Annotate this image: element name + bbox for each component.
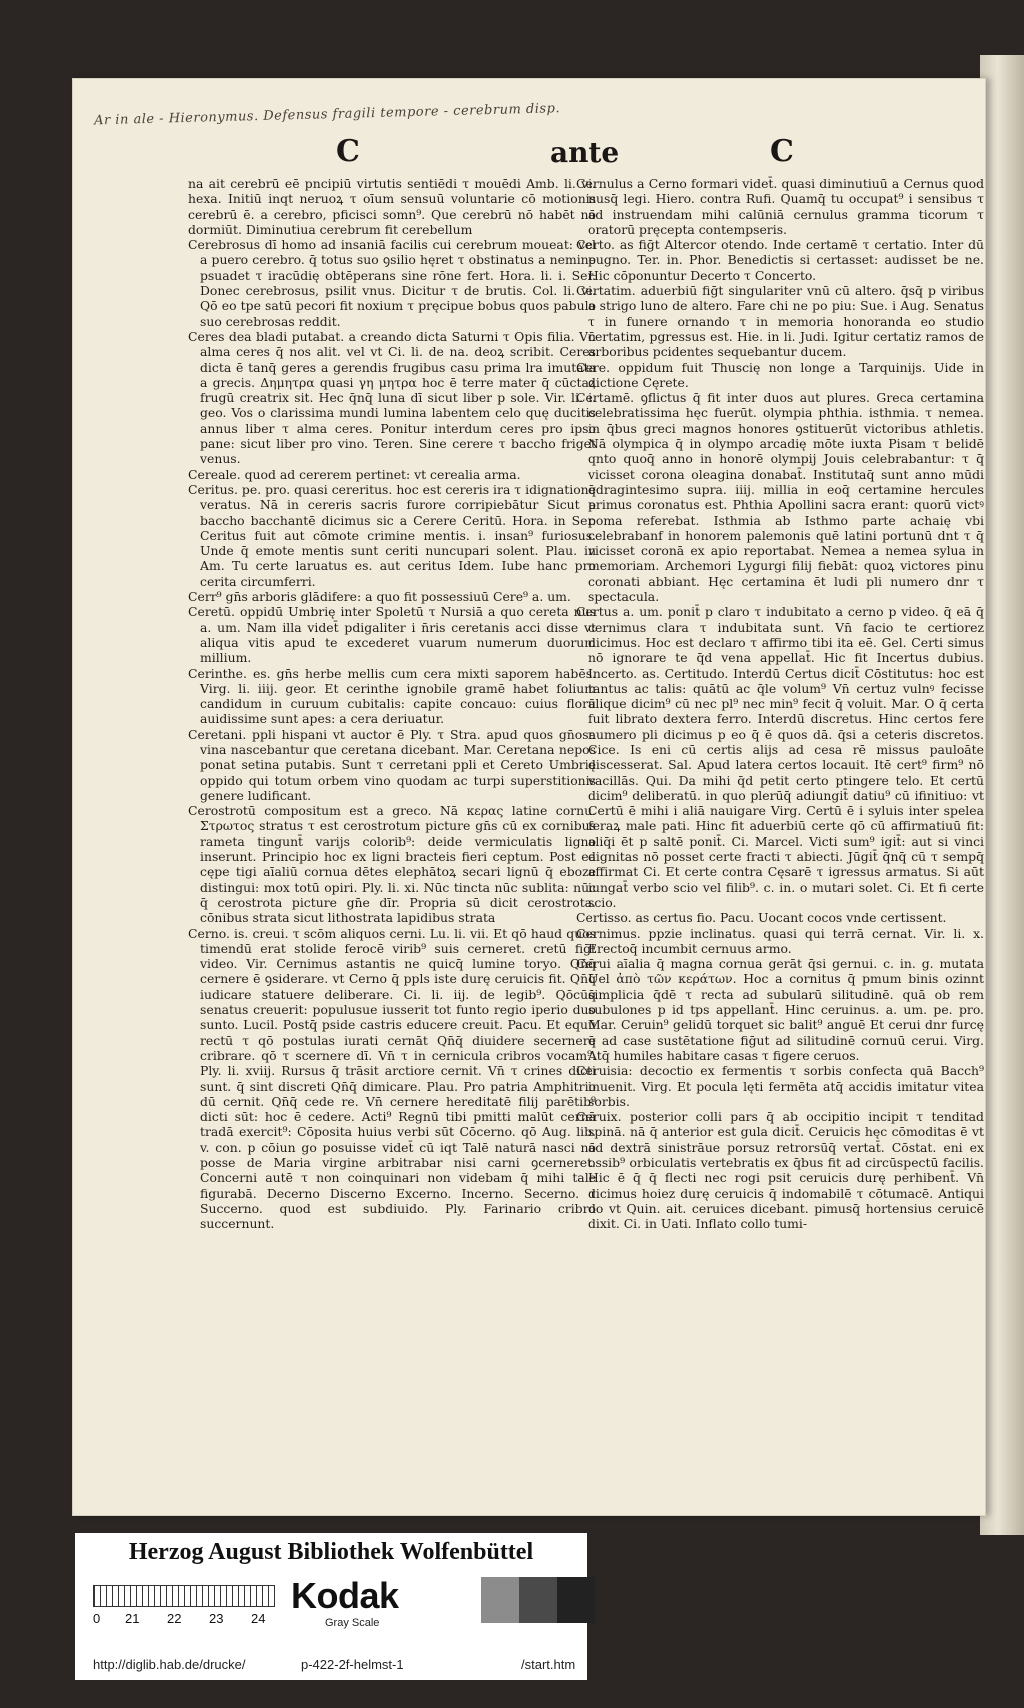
kodak-logo-text: Kodak: [291, 1575, 399, 1616]
dictionary-entry: Cernimus. ppzie inclinatus. quasi qui terrā cernat. Vir. li. x. Erectoq̄ incumbit cernuus armo.: [576, 925, 984, 956]
dictionary-entry: Cerebrosus dī homo ad insaniā facilis cui cerebrum moueat: vel a puero cerebro. q̄ totus suo ꝯsilio hęret τ obstinatus a nemine psuadet τ iracūdię obtēperans sine rōne fert. Hora. li. i. Ser. Donec cerebrosus, psilit vnus. Dicitur τ de brutis. Col. li. vi. Qō eo tpe satū pecori fit noxium τ pręcipue bobus quos pabulo suo cerebrosas reddit.: [188, 237, 596, 329]
dictionary-entry: Ceritus. pe. pro. quasi cereritus. hoc est cereris ira τ idignatione veratus. Nā in cereris sacris furore corripiebātur Sicut a baccho bacchantē dicimus sic a Cerere Ceritū. Hora. in Ser. Ceritus fuit aut cōmote crimine mentis. i. insan⁹ furiosus. Unde q̄ emote mentis sunt ceriti nuncupari solent. Plau. in Am. Tu certe laruatus es. aut ceritus Idem. Iube hanc pro cerita circumferri.: [188, 481, 596, 589]
dictionary-entry: Ceretū. oppidū Umbrię inter Spoletū τ Nursiā a quo cereta nus a. um. Nam illa videt̄ pdigaliter i n̄ris ceretanis acci disse vt aliqua vitis apud te excederet vuarum numerum duorum millium.: [188, 604, 596, 666]
book-page: [72, 78, 986, 1516]
kodak-gray-scale: [93, 1575, 587, 1639]
dictionary-entry: Certo. as fiḡt Altercor otendo. Inde certamē τ certatio. Inter dū pugno. Ter. in. Phor. Benedictis si certasset: audisset be ne. Hic cōponuntur Decerto τ Concerto.: [576, 237, 984, 283]
handwritten-marginalia: Ar in ale - Hieronymus. Defensus fragili tempore - cerebrum disp.: [93, 101, 561, 129]
gray-swatch-mid: [519, 1577, 557, 1623]
dictionary-entry: Ceruix. posterior colli pars q̄ ab occipitio incipit τ tenditad spinā. nā q̄ anterior est gula dicit̄. Ceruicis hęc cōmoditas ē vt ad dextrā sinistrāue porsuz retrorsūq̄ vertat̄. Cōstat. eni ex ossib⁹ orbiculatis vertebratis ex q̄bus fit ad circūspectū facilis. Hic ē q̄ q̄ flecti nec rogi psit ceruicis durę perhibent̄. Vn̄ dicimus hoiez durę ceruicis q̄ indomabilē τ cōtumacē. Antiqui do vt Quin. ait. ceruices dicebant. pimusq̄ hortensius ceruicē dixit. Ci. in Uati. Inflato collo tumi-: [576, 1109, 984, 1232]
digital-library-url: http://diglib.hab.de/drucke/: [93, 1657, 246, 1672]
library-name: Herzog August Bibliothek Wolfenbüttel: [128, 1539, 534, 1565]
dictionary-entry: Certisso. as certus fio. Pacu. Uocant cocos vnde certissent.: [576, 910, 947, 926]
heading-word: ante: [550, 136, 620, 169]
scan-card-footer: [93, 1657, 576, 1675]
gray-scale-label: Gray Scale: [325, 1617, 380, 1629]
dictionary-entry: Certus a. um. ponit̄ p claro τ indubitato a cerno p video. q̄ eā q̄ cernimus clara τ indubitata sunt. Vn̄ facio te certiorez dicimus. Hoc est declaro τ affirmo tibi ita eē. Gel. Certi simus nō ignorare te q̄d vena appellat̄. Hic fit Incertus dubius. Incerto. as. Certitudo. Interdū Certus dicit̄ Cōstitutus: hoc est tantus ac talis: quātū ac q̄le volum⁹ Vn̄ certuz vulnꝰ fecisse alique dicim⁹ cū nec pl⁹ nec min⁹ fecit q̄ voluit. Mar. O q̄ certa fuit librato dextera ferro. Interdū discretus. Hinc certos fere numero pli dicimus p eo q̄ ē quos dā. q̄si a ceteris discretos. Cice. Is eni cū certis alijs ad cesa rē missus pauloāte discesserat. Sal. Apud latera certos locauit. Itē cert⁹ firm⁹ nō vacillās. Qui. Da mihi q̄d petit certo ptingere telo. Et certū dicim⁹ deliberatū. in quo plerūq̄ adiungit̄ datiu⁹ cū ifinitiuo: vt Certū ē mihi i aliā nauigare Virg. Certū ē i syluis inter spelea feraꝝ male pati. Hinc fit aduerbiū certe qō cū affirmatiuū fit: aliq̄i ēt p saltē ponit̄. Ci. Marcel. Victi sum⁹ igit̄: aut si vinci dignitas nō posset certe fracti τ abiecti. Jūgit̄ q̄nq̄ cū τ sempq̄ affirmat Ci. Et certe contra Cęsarē τ igressus armatus. Si aūt iungat̄ verbo scio vel filib⁹. c. in. o mutari solet. Ci. Et fi certe scio.: [576, 604, 984, 910]
page-heading: [72, 134, 986, 174]
gray-swatch-dark: [557, 1577, 595, 1623]
dictionary-entry: Cerui aīalia q̄ magna cornua gerāt q̄si gernui. c. in. g. mutata Uel ἀπὸ τῶν κεράτων. Hoc a cornitus q̄ pmum binis ozinnt simplicia q̄dē τ recta ad subularū silitudinē. quā ob rem subulones p id tps appellant̄. Hinc ceruinus. a. um. pe. pro. Mar. Ceruin⁹ gelidū torquet sic balit⁹ anguē Et cerui dnr furcę q̄ ad case sustētatione fiḡut ad silitudinē cornuū cerui. Virg. Atq̄ humiles habitare casas τ figere ceruos.: [576, 956, 984, 1063]
dictionary-entry: Cerno. is. creui. τ scōm aliquos cerni. Lu. li. vii. Et qō haud quos timendū erat stolide ferocē virib⁹ suis cerneret. cretū fiḡt video. Vir. Cernimus astantis ne quicq̄ lumine torуо. Qn̄q̄ cernere ē ꝯsiderare. vt Cerno q̄ ppls iste durę ceruicis fit. Qn̄q̄ iudicare statuere deliberare. Ci. li. iij. de legib⁹. Qōcūq̄ senatus creuerit: populusue iusserit tot funto regio iperio duo sunto. Lucil. Postq̄ pside castris educere creuit. Pacu. Et equū rectū τ qō postulas iurati cernāt Qn̄q̄ diuidere secernere cribrare. qō τ scernere dī. Vn̄ τ in cernicula cribros vocam⁹. Ply. li. xviij. Rursus q̄ trāsit arctiore cernit. Vn̄ τ crines dicti sunt. q̄ sint discreti Qn̄q̄ dimicare. Plau. Pro patria Amphitrio dū cernit. Qn̄q̄ cede re. Vn̄ cernere hereditatē filij parētib⁹ dicti sūt: hoc ē cedere. Acti⁹ Regnū tibi pmitti malūt cernā tradā exercit⁹: Cōposita huius verbi sūt Cōcerno. qō Aug. lib. v. con. p cōiun go posuisse videt̄ cū iqt Talē naturā nasci nō posse de Maria virgine arbitrabar nisi carni ꝯcerneret. Concerni autē τ non coinquinari non videbam q̄ mihi tale figurabā. Decerno Discerno Excerno. Incerno. Secerno. τ Succerno. quod est subdiuido. Ply. Farinario cribro succernunt.: [188, 925, 596, 1232]
dictionary-entry: Ceruisia: decoctio ex fermentis τ sorbis confecta quā Bacch⁹ inuenit. Virg. Et pocula lęti fermēta atq̄ accidis imitatur vitea sorbis.: [576, 1063, 984, 1109]
scale-number: 23: [209, 1611, 224, 1626]
scale-number: 21: [125, 1611, 140, 1626]
library-scan-card: [75, 1533, 587, 1680]
dictionary-entry: Cernulus a Cerno formari videt̄. quasi diminutiuū a Cernus quod nusq̄ legi. Hiero. contra Rufi. Quamq̄ tu occupat⁹ i sensibus τ ad instruendam mihi calūniā cernulus gramma ticorum τ oratorū pręcepta contempseris.: [576, 176, 984, 237]
heading-letter-right: C: [770, 134, 794, 169]
adjacent-page-edge: [980, 55, 1024, 1535]
heading-letter-left: C: [336, 134, 360, 169]
scale-number: 0: [93, 1611, 101, 1626]
dictionary-entry: Certamē. ꝯflictus q̄ fit inter duos aut plures. Greca certamina celebratissima hęc fuerūt. olympia phthia. isthmia. τ nemea. in q̄bus greci magnos honores ꝯstituerūt victoribus athletis. Nā olympica q̄ in olympo arcadię mōte iuxta Pisam τ belidē qnto quoq̄ anno in honorē olympij Jouis celebrabantur: τ q̄ vicisset corona oleagina donabat̄. Institutaq̄ sunt anno mūdi q̄dragintesimo supra. iiij. millia in eoq̄ certamine hercules primus coronatus est. Phthia Apollini sacra erant: quorū victꝰ poma referebat. Isthmia ab Isthmo parte achaię vbi celebrabanf in honorem palemonis quē latini portunū dnt τ q̄ vicisset coronā ex apio reportabat. Nemea a nemea sylua in memoriam. Archemori Lygurgi filij fiebāt: quoꝝ victores pinu coronati abbiant. Hęc certamina ēt ludi pli numero dnr τ spectacula.: [576, 390, 984, 605]
dictionary-entry: Certatim. aduerbiū fiḡt singulariter vnū cū altero. q̄sq̄ p viribus a strigo luno de altero. Fare chi ne po piu: Sue. i Aug. Senatus τ in funere ornando τ in memoria honoranda eo studio certatim, pgressus est. Hie. in li. Judi. Igitur certatiz ramos de arboribus pcidentes sequebantur ducem.: [576, 283, 984, 360]
dictionary-entry: Cerr⁹ gn̄s arboris glādifere: a quo fit possessiuū Cere⁹ a. um.: [188, 589, 571, 605]
dictionary-entry: Ceretani. ppli hispani vt auctor ē Ply. τ Stra. apud quos gn̄osa vina nascebantur que ceretana dicebant. Mar. Ceretana nepos ponat setina putabis. Sunt τ cerretani ppli et Cereto Umbrię oppido qui totum orbem vino quodam ac turpi superstitionis genere ludificant.: [188, 726, 596, 803]
dictionary-entry: Cere. oppidum fuit Thuscię non longe a Tarquinijs. Uide in dictione Cęrete.: [576, 359, 984, 390]
scale-number: 24: [251, 1611, 266, 1626]
dictionary-entry: Cerinthe. es. gn̄s herbe mellis cum cera mixti saporem habēs. Virg. li. iiij. geor. Et cerinthe ignobile gramē habet folium candidum in curuum cubitalis: capite concauo: cuius florū auidissime sunt apes: a cera deriuatur.: [188, 665, 596, 727]
scale-number: 22: [167, 1611, 182, 1626]
text-column-left: [188, 176, 596, 1456]
shelfmark: p-422-2f-helmst-1: [301, 1657, 404, 1672]
page-link: /start.htm: [521, 1657, 576, 1672]
dictionary-entry: Cereale. quod ad cererem pertinet: vt cerealia arma.: [188, 466, 521, 482]
scale-ruler: [93, 1585, 275, 1607]
gray-swatch-light: [481, 1577, 519, 1623]
dictionary-entry: Cerostrotū compositum est a greco. Nā κερας latine cornu. Στρωτος stratus τ est cerostrotum picture gn̄s cū ex cornibus rameta tingunt̄ varijs colorib⁹: deide vermiculatis ligno inserunt. Principio hoc ex ligni bracteis fieri ceptum. Post ea cępe tigi aīaliū cornua dētes elephātoꝝ secari lignū q̄ eboze distingui: mox totū opiri. Ply. li. xi. Nūc tincta nūc sublita: nūc q̄ cerostrota picture gn̄e dīr. Propria sū dicit cerostrota. cōnibus strata sicut lithostrata lapidibus strata: [188, 803, 596, 926]
column-paragraph: na ait cerebrū eē pncipiū virtutis sentiēdi τ mouēdi Amb. li. vi. hexa. Initiū inqt neruoꝝ τ oīum sensuū voluntarie cō motionis cerebrū ē. a cerebro, pficisci somn⁹. Que cerebrū nō habēt nō dormiūt. Diminutiua cerebrum fit cerebellum: [188, 176, 596, 237]
dictionary-entry: Ceres dea bladi putabat. a creando dicta Saturni τ Opis filia. Vn̄ alma ceres q̄ nos alit. vel vt Ci. li. de na. deoꝝ scribit. Ceres dicta ē tanq̄ geres a gerendis frugibus casu prima lra imutata a grecis. Δημητρα quasi γη μητρα hoc ē terre mater q̄ cūctaꝝ frugū creatrix sit. Hec q̄nq̄ luna dī sicut liber p sole. Vir. li. i. geo. Vos o clarissima mundi lumina labentem celo quę ducitis annus liber τ alma ceres. Ponitur interdum ceres pro ipso pane: sicut liber pro vino. Teren. Sine cerere τ baccho friget venus.: [188, 328, 596, 467]
text-column-right: [576, 176, 984, 1456]
